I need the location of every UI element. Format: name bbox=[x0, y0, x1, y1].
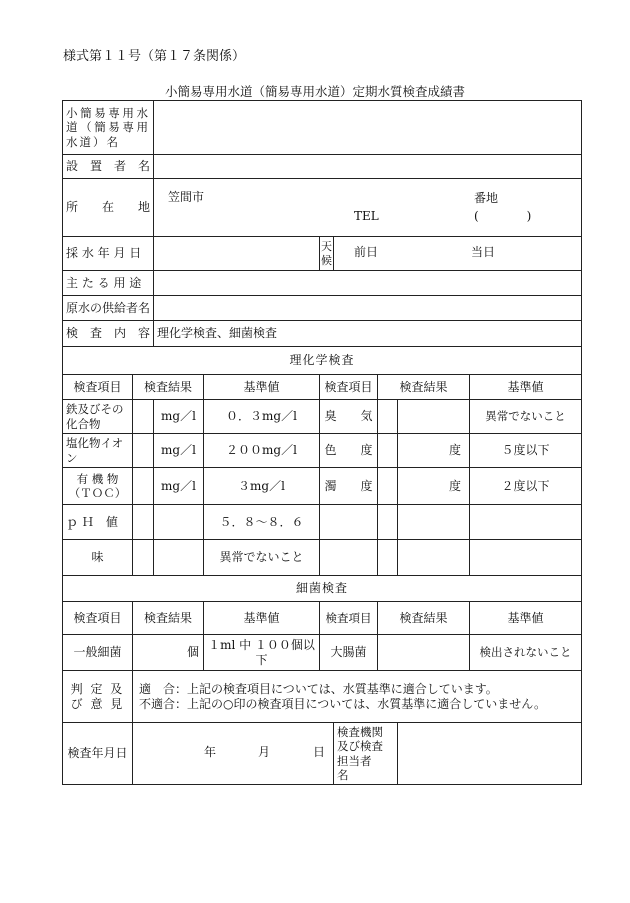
chem-result-iron[interactable] bbox=[133, 400, 154, 434]
chem-result-turbidity[interactable] bbox=[378, 468, 398, 505]
inspection-date-label: 検査年月日 bbox=[63, 723, 133, 785]
chem-result-color[interactable] bbox=[378, 434, 398, 468]
main-use-value[interactable] bbox=[154, 271, 582, 296]
judgment-fail-text: 不適合：上記の○印の検査項目については、水質基準に適合していません。 bbox=[139, 696, 546, 711]
bact-standard-general: １ml 中 １００個以下 bbox=[204, 635, 320, 671]
chem-unit-extra bbox=[398, 505, 470, 540]
bact-result-ecoli[interactable] bbox=[378, 635, 470, 671]
chem-standard-ph: ５．８～８．６ bbox=[204, 505, 320, 540]
chem-result-odor[interactable] bbox=[378, 400, 398, 434]
document-title: 小簡易専用水道（簡易専用水道）定期水質検査成績書 bbox=[164, 84, 465, 99]
chem-result-taste[interactable] bbox=[133, 540, 154, 576]
weather-label: 天候 bbox=[320, 237, 334, 271]
chem-item-extra2[interactable] bbox=[320, 540, 378, 576]
bact-unit-general: 個 bbox=[186, 645, 199, 659]
judgment-value bbox=[133, 671, 582, 723]
table-row bbox=[63, 400, 582, 434]
chem-section-title: 理化学検査 bbox=[63, 347, 582, 375]
sampling-date-value[interactable] bbox=[154, 237, 320, 271]
chem-unit-extra2 bbox=[398, 540, 470, 576]
chem-header-standard-right: 基準値 bbox=[470, 375, 582, 400]
chem-unit-odor bbox=[398, 400, 470, 434]
date-day: 日 bbox=[313, 745, 326, 759]
table-row bbox=[63, 434, 582, 468]
judgment-pass-text: 適 合：上記の検査項目については、水質基準に適合しています。 bbox=[139, 681, 498, 696]
chem-result-extra[interactable] bbox=[378, 505, 398, 540]
inspection-content-label: 検 査 内 容 bbox=[63, 321, 154, 347]
bact-header-standard-left: 基準値 bbox=[204, 602, 320, 635]
bact-header-result-right: 検査結果 bbox=[378, 602, 470, 635]
chem-result-ph[interactable] bbox=[133, 505, 154, 540]
chem-item-color: 色 度 bbox=[320, 434, 378, 468]
location-label: 所 在 地 bbox=[63, 179, 154, 237]
institution-label: 検査機関及び検査担当者 名 bbox=[334, 723, 398, 785]
table-row bbox=[63, 505, 582, 540]
chem-header-result-left: 検査結果 bbox=[133, 375, 204, 400]
chem-standard-taste: 異常でないこと bbox=[204, 540, 320, 576]
chem-item-taste: 味 bbox=[63, 540, 133, 576]
institution-value[interactable] bbox=[398, 723, 582, 785]
bact-standard-ecoli: 検出されないこと bbox=[470, 635, 582, 671]
installer-value[interactable] bbox=[154, 155, 582, 179]
chem-result-extra2[interactable] bbox=[378, 540, 398, 576]
raw-water-supplier-label: 原水の供給者名 bbox=[63, 296, 154, 321]
chem-header-standard-left: 基準値 bbox=[204, 375, 320, 400]
chem-item-turbidity: 濁 度 bbox=[320, 468, 378, 505]
banchi-label: 番地 bbox=[474, 191, 499, 205]
chem-unit-ph bbox=[154, 505, 204, 540]
raw-water-supplier-value[interactable] bbox=[154, 296, 582, 321]
chem-item-ph: ｐ Ｈ 値 bbox=[63, 505, 133, 540]
city-name: 笠間市 bbox=[168, 190, 205, 204]
judgment-label: 判 定 及 び 意 見 bbox=[63, 671, 133, 723]
date-year: 年 bbox=[204, 745, 217, 759]
chem-unit-color: 度 bbox=[398, 434, 470, 468]
sampling-date-label: 採 水 年 月 日 bbox=[63, 237, 154, 271]
prev-day-label: 前日 bbox=[354, 245, 379, 259]
table-row bbox=[63, 635, 582, 671]
table-row bbox=[63, 540, 582, 576]
chem-item-iron: 鉄及びその化合物 bbox=[63, 400, 133, 434]
chem-item-toc: 有 機 物（ＴＯＣ） bbox=[63, 468, 133, 505]
inspection-content-value: 理化学検査、細菌検査 bbox=[154, 321, 582, 347]
form-number: 様式第１１号（第１７条関係） bbox=[63, 49, 246, 64]
chem-standard-iron: ０．３mg／l bbox=[204, 400, 320, 434]
chem-standard-toc: ３mg／l bbox=[204, 468, 320, 505]
chem-header-item-left: 検査項目 bbox=[63, 375, 133, 400]
bact-header-item-left: 検査項目 bbox=[63, 602, 133, 635]
bact-result-general[interactable] bbox=[133, 635, 204, 671]
bact-header-standard-right: 基準値 bbox=[470, 602, 582, 635]
chem-standard-chloride: ２００mg／l bbox=[204, 434, 320, 468]
date-month: 月 bbox=[258, 745, 271, 759]
chem-header-result-right: 検査結果 bbox=[378, 375, 470, 400]
table-row bbox=[63, 468, 582, 505]
chem-unit-iron: mg／l bbox=[154, 400, 204, 434]
chem-unit-taste bbox=[154, 540, 204, 576]
bact-header-item-right: 検査項目 bbox=[320, 602, 378, 635]
chem-item-chloride: 塩化物イオン bbox=[63, 434, 133, 468]
same-day-label: 当日 bbox=[471, 245, 496, 259]
installer-label: 設 置 者 名 bbox=[63, 155, 154, 179]
location-value[interactable] bbox=[154, 179, 582, 237]
chem-unit-turbidity: 度 bbox=[398, 468, 470, 505]
chem-standard-extra bbox=[470, 505, 582, 540]
bact-section-title: 細菌検査 bbox=[63, 576, 582, 602]
tel-label: TEL bbox=[354, 209, 379, 223]
bact-item-ecoli: 大腸菌 bbox=[320, 635, 378, 671]
chem-standard-turbidity: ２度以下 bbox=[470, 468, 582, 505]
chem-result-toc[interactable] bbox=[133, 468, 154, 505]
chem-item-extra[interactable] bbox=[320, 505, 378, 540]
chem-result-chloride[interactable] bbox=[133, 434, 154, 468]
main-use-label: 主 た る 用 途 bbox=[63, 271, 154, 296]
chem-unit-chloride: mg／l bbox=[154, 434, 204, 468]
inspection-report-table bbox=[62, 100, 582, 785]
bact-header-result-left: 検査結果 bbox=[133, 602, 204, 635]
chem-standard-color: ５度以下 bbox=[470, 434, 582, 468]
chem-standard-odor: 異常でないこと bbox=[470, 400, 582, 434]
chem-unit-toc: mg／l bbox=[154, 468, 204, 505]
facility-name-value[interactable] bbox=[154, 101, 582, 155]
inspection-date-value[interactable] bbox=[133, 723, 334, 785]
chem-item-odor: 臭 気 bbox=[320, 400, 378, 434]
weather-value[interactable] bbox=[334, 237, 582, 271]
chem-standard-extra2 bbox=[470, 540, 582, 576]
facility-name-label: 小簡易専用水道（簡易専用水道）名 bbox=[63, 101, 154, 155]
chem-header-item-right: 検査項目 bbox=[320, 375, 378, 400]
tel-paren: ( ) bbox=[474, 209, 532, 223]
bact-item-general: 一般細菌 bbox=[63, 635, 133, 671]
